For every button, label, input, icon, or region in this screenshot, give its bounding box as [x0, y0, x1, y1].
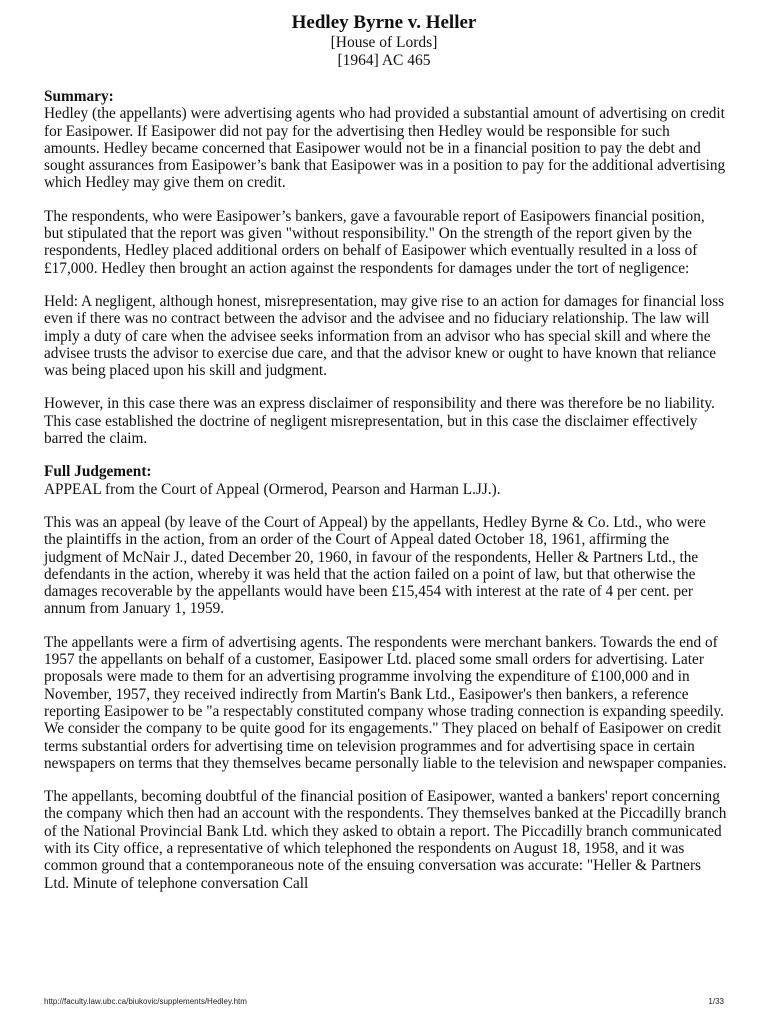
disclaimer-paragraph: However, in this case there was an express disclaimer of responsibility and there was therefore be no liability. This case established the doctrine of negligent misrepresentation, but in this case the disclaimer effectively barred the claim.	[44, 395, 715, 448]
judgement-paragraph-1: This was an appeal (by leave of the Court of Appeal) by the appellants, Hedley Byrne & Co. Ltd., who were the plaintiffs in the action, from an order of the Court of Appeal dated October 18, 1961, affirming the judgment of McNair J., dated December 20, 1960, in favour of the respondents, Heller & Partners Ltd., the defendants in the action, whereby it was held that the action failed on a point of law, but that otherwise the damages recoverable by the appellants would have been £15,454 with interest at the rate of 4 per cent. per annum from January 1, 1959.	[44, 513, 706, 618]
page-number: 1/33	[708, 997, 724, 1006]
held-paragraph: Held: A negligent, although honest, misrepresentation, may give rise to an action for damages for financial loss even if there was no contract between the advisor and the advisee and no fiduciary relationship. The law will imply a duty of care when the advisee seeks information from an advisor who has special skill and where the advisee trusts the advisor to exercise due care, and that the advisor knew or ought to have known that reliance was being placed upon his skill and judgment.	[44, 292, 725, 380]
document-body	[44, 88, 728, 908]
judgement-paragraph-3: The appellants, becoming doubtful of the financial position of Easipower, wanted a bankers' report concerning the company which then had an account with the respondents. They themselves banked at the Piccadilly branch of the National Provincial Bank Ltd. which they asked to obtain a report. The Piccadilly branch communicated with its City office, a representative of which telephoned the respondents on August 18, 1958, and it was common ground that a contemporaneous note of the ensuing conversation was accurate: "Heller & Partners Ltd. Minute of telephone conversation Call	[44, 788, 727, 892]
court-name: [House of Lords]	[330, 34, 438, 51]
case-title: Hedley Byrne v. Heller	[291, 12, 477, 33]
judgement-paragraph-2: The appellants were a firm of advertising agents. The respondents were merchant bankers. Towards the end of 1957 the appellants on behalf of a customer, Easipower Ltd. placed some small orders for advertising. Later proposals were made to them for an advertising programme involving the expenditure of £100,000 and in November, 1957, they received indirectly from Martin's Bank Ltd., Easipower's then bankers, a reference reporting Easipower to be "a respectably constituted company whose trading connection is expanding speedily. We consider the company to be quite good for its engagements." They placed on behalf of Easipower on credit terms substantial orders for advertising time on television programmes and for advertising space in certain newspapers on terms that they themselves became personally liable to the television and newspaper companies.	[44, 633, 727, 772]
summary-heading: Summary:	[44, 88, 114, 105]
case-header	[0, 12, 768, 70]
source-url: http://faculty.law.ubc.ca/biukovic/supplements/Hedley.htm	[44, 997, 247, 1006]
summary-paragraph-2: The respondents, who were Easipower’s bankers, gave a favourable report of Easipowers financial position, but stipulated that the report was given "without responsibility." On the strength of the report given by the respondents, Hedley placed additional orders on behalf of Easipower which eventually resulted in a loss of £17,000. Hedley then brought an action against the respondents for damages under the tort of negligence:	[44, 207, 705, 277]
summary-section	[44, 88, 728, 192]
judgement-heading: Full Judgement:	[44, 463, 152, 481]
summary-paragraph-1: Hedley (the appellants) were advertising agents who had provided a substantial amount of advertising on credit for Easipower. If Easipower did not pay for the advertising then Hedley would be responsible for such amounts. Hedley became concerned that Easipower would not be in a financial position to pay the debt and sought assurances from Easipower’s bank that Easipower was in a position to pay for the additional advertising which Hedley may give them on credit.	[44, 105, 726, 192]
appeal-intro: APPEAL from the Court of Appeal (Ormerod, Pearson and Harman L.JJ.).	[44, 480, 501, 498]
judgement-section	[44, 463, 728, 498]
case-citation: [1964] AC 465	[337, 52, 431, 69]
